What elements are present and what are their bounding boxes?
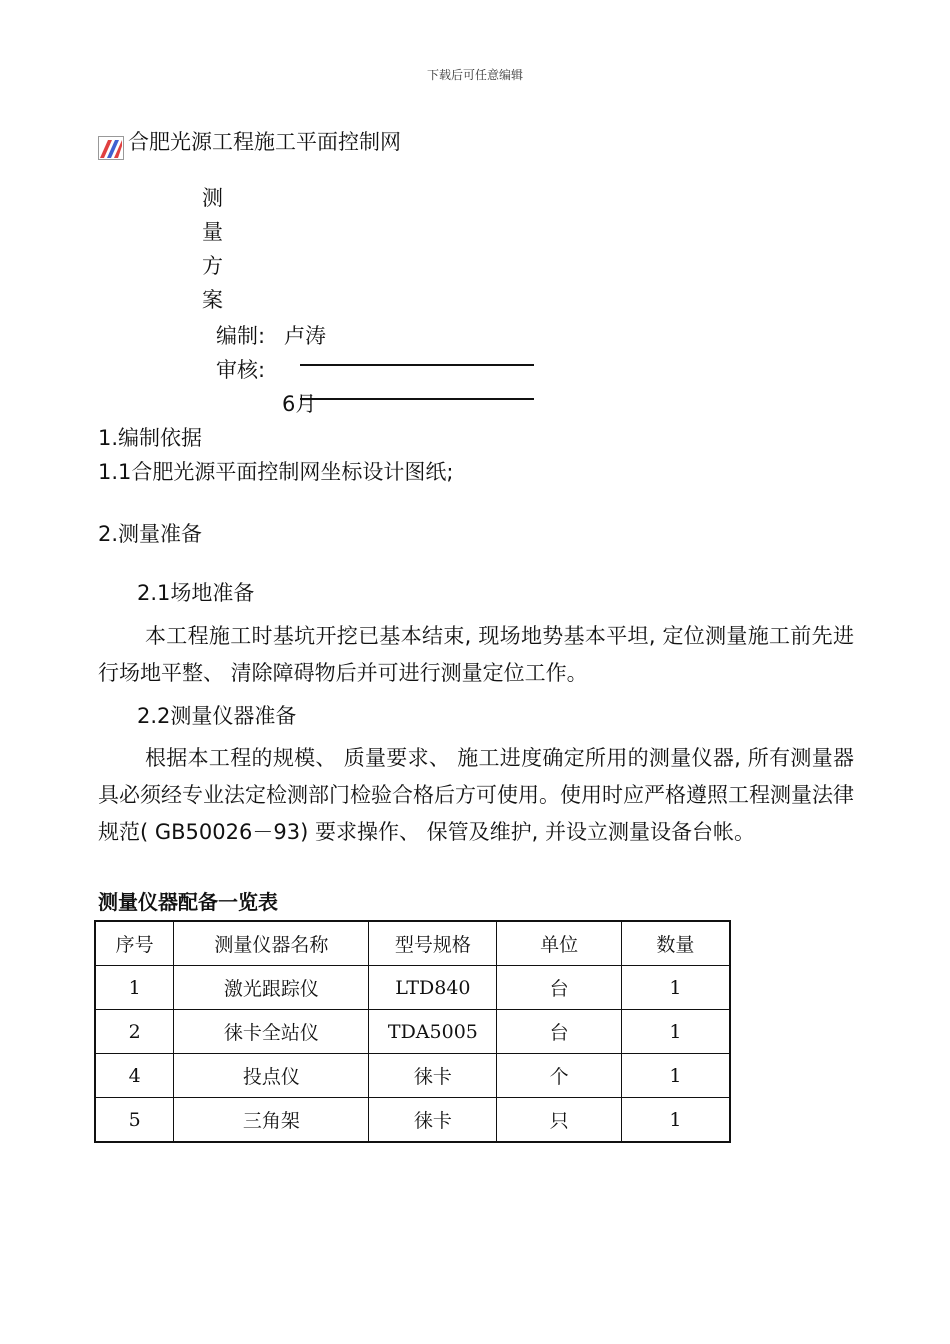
title-char-2: 量: [202, 220, 223, 244]
header-cell: 型号规格: [369, 921, 497, 966]
table-cell: 1: [621, 966, 730, 1010]
table-cell: 激光跟踪仪: [174, 966, 369, 1010]
title-char-1: 测: [202, 186, 223, 210]
section-2-1-body: 本工程施工时基坑开挖已基本结束, 现场地势基本平坦, 定位测量施工前先进行场地平整、 清除障碍物后并可进行测量定位工作。: [98, 624, 854, 685]
section-1-heading: 1.编制依据: [98, 426, 203, 450]
table-cell: 4: [95, 1054, 174, 1098]
editor-name: 卢涛: [284, 324, 326, 348]
section-2-2-heading: 2.2测量仪器准备: [137, 704, 297, 728]
table-cell: LTD840: [369, 966, 497, 1010]
table-cell: 1: [621, 1010, 730, 1054]
reviewer-label: 审核:: [216, 358, 266, 382]
date-line: [300, 398, 534, 400]
header-cell: 单位: [497, 921, 622, 966]
table-cell: 1: [621, 1054, 730, 1098]
table-cell: 徕卡: [369, 1098, 497, 1143]
section-2-heading: 2.测量准备: [98, 522, 203, 546]
table-row: [95, 1010, 730, 1054]
header-cell: 数量: [621, 921, 730, 966]
title-char-4: 案: [202, 288, 223, 312]
broken-image-icon: [98, 136, 124, 160]
table-cell: 2: [95, 1010, 174, 1054]
header-cell: 测量仪器名称: [174, 921, 369, 966]
table-cell: TDA5005: [369, 1010, 497, 1054]
table-cell: 个: [497, 1054, 622, 1098]
table-cell: 投点仪: [174, 1054, 369, 1098]
date-text: 6月: [282, 392, 317, 416]
table-cell: 5: [95, 1098, 174, 1143]
header-cell: 序号: [95, 921, 174, 966]
document-title: 合肥光源工程施工平面控制网: [128, 130, 401, 154]
table-cell: 三角架: [174, 1098, 369, 1143]
table-cell: 徕卡: [369, 1054, 497, 1098]
table-cell: 1: [621, 1098, 730, 1143]
section-1-1-text: 1.1合肥光源平面控制网坐标设计图纸;: [98, 460, 454, 484]
table-header-row: [95, 921, 730, 966]
section-2-1-heading: 2.1场地准备: [137, 581, 255, 605]
table-cell: 徕卡全站仪: [174, 1010, 369, 1054]
table-cell: 1: [95, 966, 174, 1010]
equipment-table: [94, 920, 731, 1143]
header-note: 下载后可任意编辑: [426, 68, 523, 82]
table-cell: 只: [497, 1098, 622, 1143]
table-cell: 台: [497, 966, 622, 1010]
table-row: [95, 1098, 730, 1143]
table-row: [95, 1054, 730, 1098]
editor-label: 编制:: [216, 324, 266, 348]
table-title: 测量仪器配备一览表: [98, 890, 278, 914]
section-2-2-body: 根据本工程的规模、 质量要求、 施工进度确定所用的测量仪器, 所有测量器具必须经专业法定检测部门检验合格后方可使用。使用时应严格遵照工程测量法律规范( GB50026－93) 要求操作、 保管及维护, 并设立测量设备台帐。: [98, 746, 854, 844]
title-char-3: 方: [202, 254, 223, 278]
reviewer-signature-line: [300, 364, 534, 366]
table-cell: 台: [497, 1010, 622, 1054]
table-row: [95, 966, 730, 1010]
